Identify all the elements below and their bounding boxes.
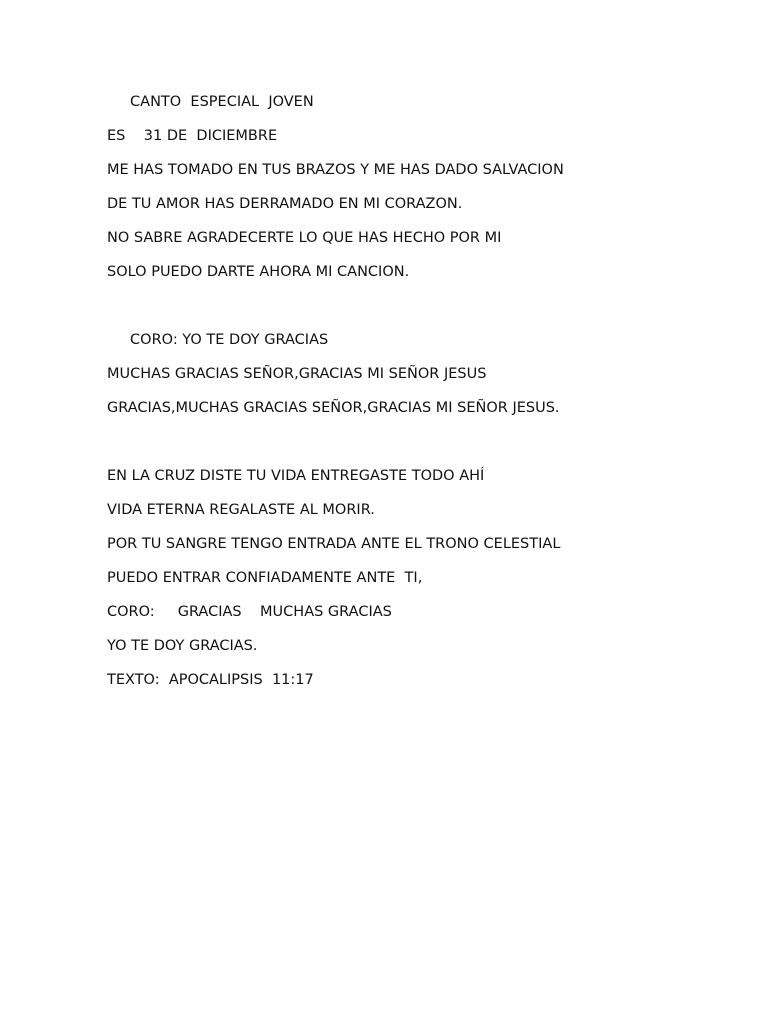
chorus-heading: CORO: YO TE DOY GRACIAS xyxy=(107,332,329,348)
verse-line: POR TU SANGRE TENGO ENTRADA ANTE EL TRONO CELESTIAL xyxy=(107,536,561,552)
verse-line: EN LA CRUZ DISTE TU VIDA ENTREGASTE TODO AHÍ xyxy=(107,468,485,484)
verse-line: NO SABRE AGRADECERTE LO QUE HAS HECHO POR MI xyxy=(107,230,502,246)
verse-line: PUEDO ENTRAR CONFIADAMENTE ANTE TI, xyxy=(107,570,423,586)
chorus-line: CORO: GRACIAS MUCHAS GRACIAS xyxy=(107,604,392,620)
chorus-line: YO TE DOY GRACIAS. xyxy=(107,638,258,654)
song-lyrics xyxy=(107,92,727,704)
verse-line: DE TU AMOR HAS DERRAMADO EN MI CORAZON. xyxy=(107,196,463,212)
date-line: ES 31 DE DICIEMBRE xyxy=(107,128,278,144)
scripture-reference: TEXTO: APOCALIPSIS 11:17 xyxy=(107,672,314,688)
chorus-line: GRACIAS,MUCHAS GRACIAS SEÑOR,GRACIAS MI SEÑOR JESUS. xyxy=(107,400,560,416)
verse-line: VIDA ETERNA REGALASTE AL MORIR. xyxy=(107,502,375,518)
verse-line: SOLO PUEDO DARTE AHORA MI CANCION. xyxy=(107,264,410,280)
blank-line xyxy=(107,432,727,466)
chorus-line: MUCHAS GRACIAS SEÑOR,GRACIAS MI SEÑOR JESUS xyxy=(107,366,487,382)
song-title: CANTO ESPECIAL JOVEN xyxy=(107,94,314,110)
verse-line: ME HAS TOMADO EN TUS BRAZOS Y ME HAS DADO SALVACION xyxy=(107,162,564,178)
blank-line xyxy=(107,296,727,330)
